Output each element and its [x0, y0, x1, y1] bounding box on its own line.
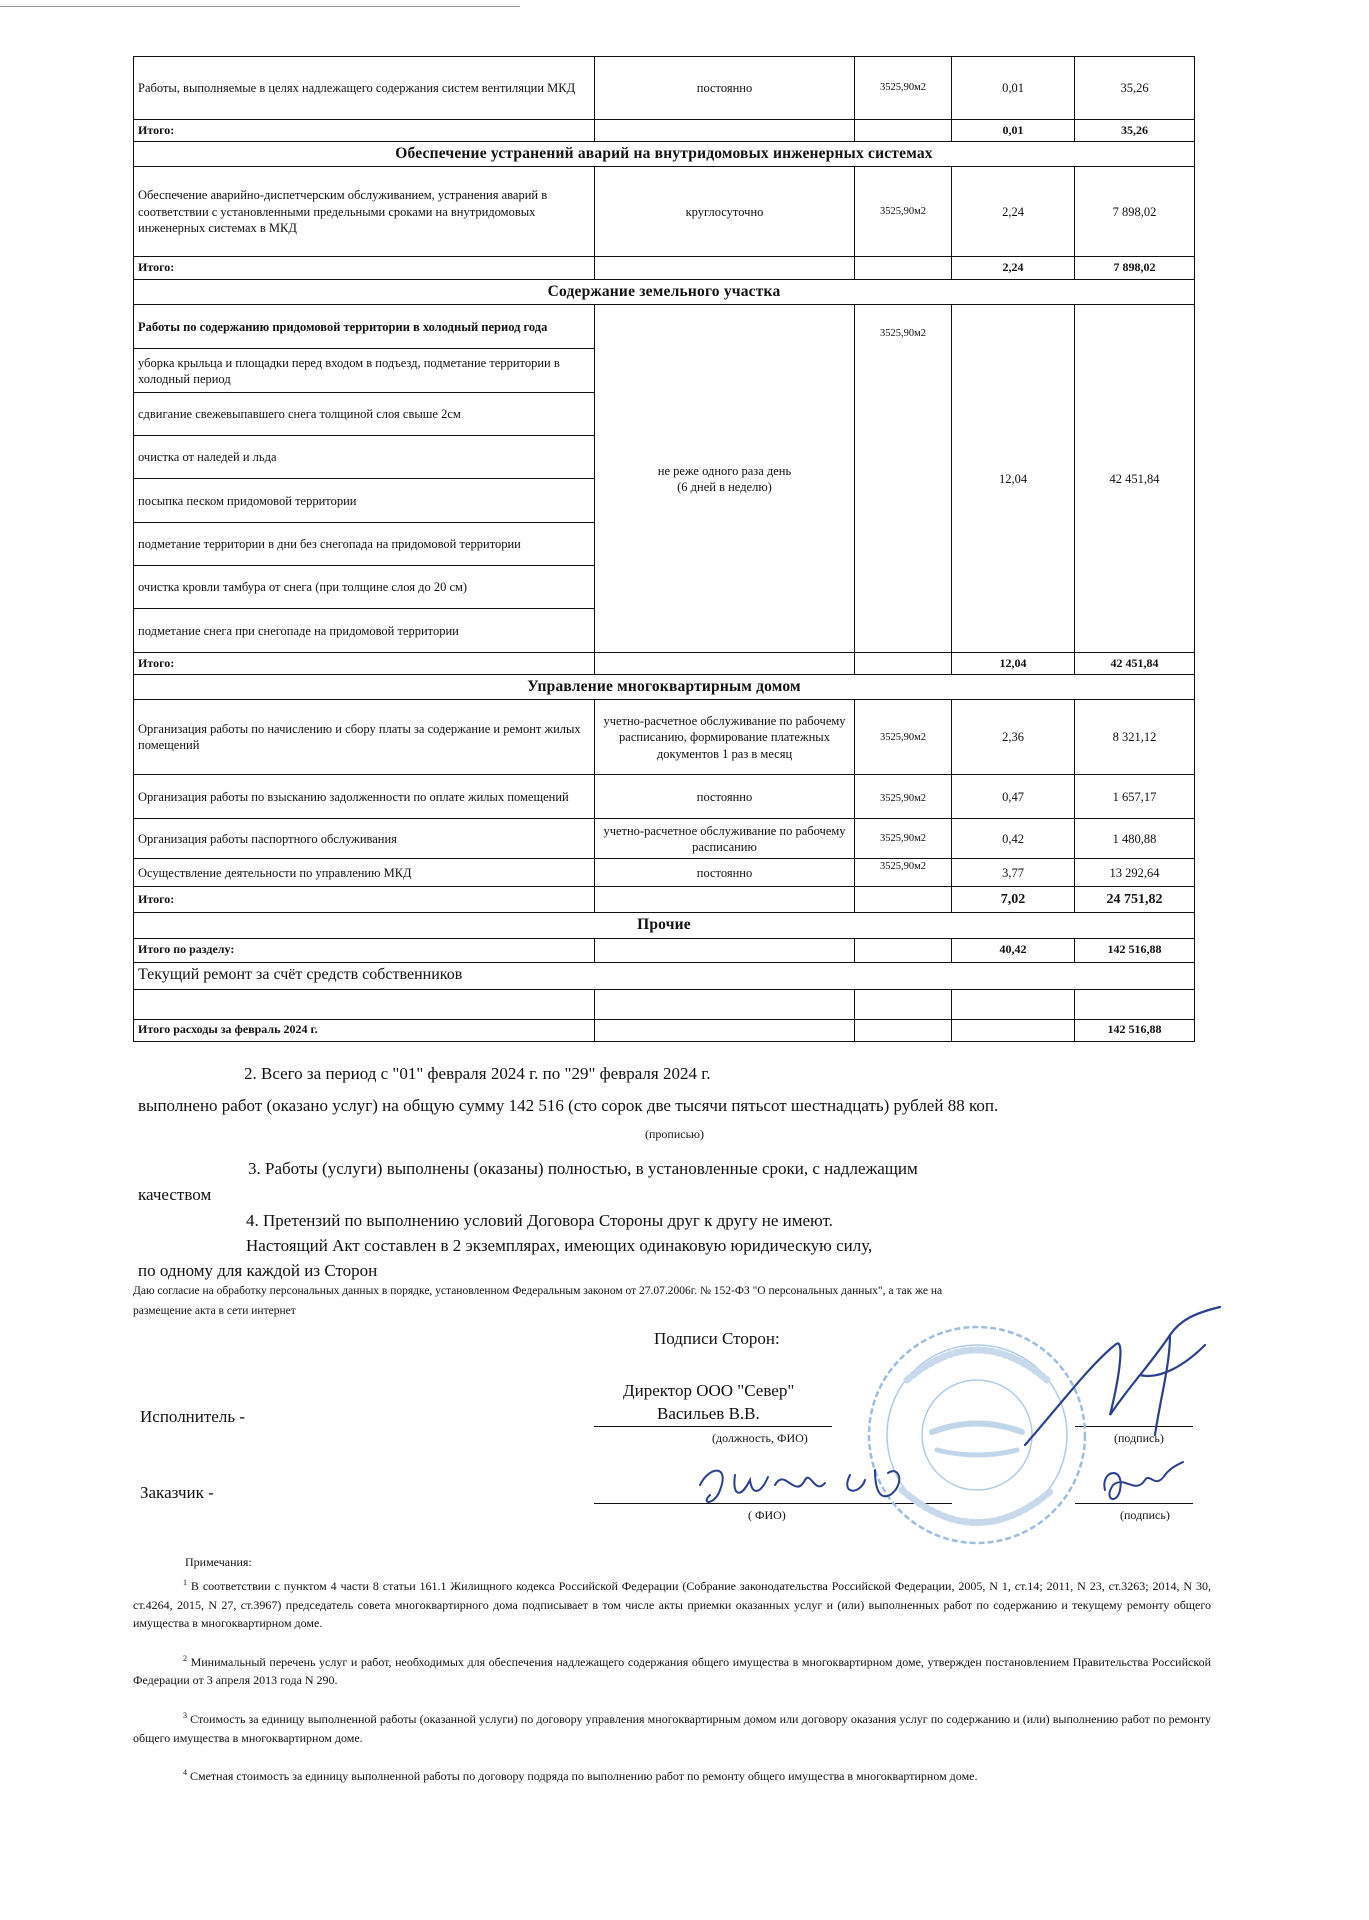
- service-rate: 2,24: [952, 167, 1075, 257]
- service-rate: 0,01: [952, 57, 1075, 120]
- position-caption: (должность, ФИО): [712, 1431, 808, 1445]
- executor-label: Исполнитель -: [140, 1407, 245, 1426]
- paragraph-3-line-1: 3. Работы (услуги) выполнены (оказаны) полностью, в установленные сроки, с надлежащим: [248, 1159, 918, 1178]
- land-item: посыпка песком придомовой территории: [134, 479, 595, 523]
- service-rate: 3,77: [952, 859, 1075, 887]
- consent-line-1: Даю согласие на обработку персональных данных в порядке, установленном Федеральным законом от 27.07.2006г. № 152-ФЗ "О персональных данных", а так же на: [133, 1285, 943, 1297]
- total-label: Итого:: [134, 120, 595, 142]
- paragraph-5-line-1: Настоящий Акт составлен в 2 экземплярах, имеющих одинаковую юридическую силу,: [246, 1236, 873, 1255]
- service-sum: 1 657,17: [1075, 775, 1195, 819]
- table-row: [134, 305, 1195, 349]
- total-row: [134, 120, 1195, 142]
- table-row: [134, 700, 1195, 775]
- service-area: 3525,90м2: [855, 700, 952, 775]
- service-rate: 0,42: [952, 819, 1075, 859]
- section-total-sum: 142 516,88: [1075, 938, 1195, 962]
- total-sum: 35,26: [1075, 120, 1195, 142]
- repair-label: Текущий ремонт за счёт средств собственников: [134, 962, 1195, 989]
- table-row: [134, 859, 1195, 887]
- land-item: очистка кровли тамбура от снега (при толщине слоя до 20 см): [134, 566, 595, 609]
- service-period: круглосуточно: [595, 167, 855, 257]
- signature-caption: (подпись): [1114, 1431, 1164, 1445]
- service-name: Организация работы паспортного обслуживания: [134, 819, 595, 859]
- executor-position: Директор ООО "Север": [623, 1381, 795, 1400]
- propisyu-caption: (прописью): [645, 1127, 705, 1141]
- notes: [133, 1577, 1211, 1806]
- customer-signature-icon: [1095, 1460, 1185, 1508]
- land-period: не реже одного раза день (6 дней в неделю): [595, 305, 855, 653]
- total-rate: 12,04: [952, 653, 1075, 675]
- total-sum: 24 751,82: [1075, 887, 1195, 913]
- total-rate: 2,24: [952, 257, 1075, 280]
- grand-total-row: [134, 1019, 1195, 1041]
- paragraph-5-line-2: по одному для каждой из Сторон: [138, 1261, 378, 1280]
- signatures-title: Подписи Сторон:: [654, 1329, 780, 1348]
- service-period: учетно-расчетное обслуживание по рабочему расписанию, формирование платежных документов 1 раз в месяц: [595, 700, 855, 775]
- service-area: 3525,90м2: [855, 819, 952, 859]
- section-title: Прочие: [134, 913, 1195, 938]
- service-period: постоянно: [595, 775, 855, 819]
- executor-position-line: [594, 1426, 832, 1427]
- section-total-rate: 40,42: [952, 938, 1075, 962]
- section-header: [134, 142, 1195, 167]
- section-total-label: Итого по разделу:: [134, 938, 595, 962]
- customer-label: Заказчик -: [140, 1483, 214, 1502]
- service-area: 3525,90м2: [855, 57, 952, 120]
- service-sum: 13 292,64: [1075, 859, 1195, 887]
- service-period: учетно-расчетное обслуживание по рабочему расписанию: [595, 819, 855, 859]
- note-4: $^4$ Сметная стоимость за единицу выполненной работы по договору подряда по выполнению работ по ремонту общего имущества в многоквартирном доме.: [183, 1768, 978, 1784]
- service-rate: 2,36: [952, 700, 1075, 775]
- service-name: Обеспечение аварийно-диспетчерским обслуживанием, устранения аварий в соответствии с установленными предельными сроками на внутридомовых инженерных системах в МКД: [134, 167, 595, 257]
- service-name: Работы, выполняемые в целях надлежащего содержания систем вентиляции МКД: [134, 57, 595, 120]
- table-row: [134, 167, 1195, 257]
- land-rate: 12,04: [952, 305, 1075, 653]
- total-sum: 7 898,02: [1075, 257, 1195, 280]
- service-sum: 1 480,88: [1075, 819, 1195, 859]
- executor-signature-icon: [1020, 1305, 1230, 1455]
- grand-total-label: Итого расходы за февраль 2024 г.: [134, 1019, 595, 1041]
- note-2: $^2$ Минимальный перечень услуг и работ, необходимых для обеспечения надлежащего содержания общего имущества в многоквартирном доме, утвержден постановлением Правительства Российской Федерации от 3 апреля 2013 года N 290.: [133, 1653, 1211, 1688]
- service-name: Организация работы по взысканию задолженности по оплате жилых помещений: [134, 775, 595, 819]
- grand-total-sum: 142 516,88: [1075, 1019, 1195, 1041]
- service-area: 3525,90м2: [855, 167, 952, 257]
- note-3: $^3$ Стоимость за единицу выполненной работы (оказанной услуги) по договору управления многоквартирным домом или договору оказания услуг по содержанию и (или) выполнению работ по ремонту общего имущества в многоквартирном доме.: [133, 1710, 1211, 1745]
- section-title: Обеспечение устранений аварий на внутридомовых инженерных системах: [134, 142, 1195, 167]
- top-rule: [0, 6, 520, 7]
- land-item: очистка от наледей и льда: [134, 436, 595, 479]
- service-sum: 35,26: [1075, 57, 1195, 120]
- table-row: [134, 989, 1195, 1019]
- table-row: [134, 775, 1195, 819]
- paragraph-2-line-2: выполнено работ (оказано услуг) на общую сумму 142 516 (сто сорок две тысячи пятьсот шестнадцать) рублей 88 коп.: [138, 1096, 999, 1115]
- table-row: [134, 962, 1195, 989]
- total-row: [134, 257, 1195, 280]
- service-name: Организация работы по начислению и сбору платы за содержание и ремонт жилых помещений: [134, 700, 595, 775]
- executor-name: Васильев В.В.: [657, 1404, 760, 1423]
- note-1: $^1$ В соответствии с пунктом 4 части 8 статьи 161.1 Жилищного кодекса Российской Федерации (Собрание законодательства Российской Федерации, 2005, N 1, ст.14; 2011, N 23, ст.3263; 2014, N 30, ст.4264, 2015, N 27, ст.3967) председатель совета многоквартирного дома подписывает в том числе акты приемки оказанных услуг и (или) выполненных работ по содержанию и текущему ремонту общего имущества в многоквартирном доме.: [133, 1578, 1212, 1631]
- total-row: [134, 653, 1195, 675]
- total-row: [134, 887, 1195, 913]
- services-table: [133, 56, 1195, 1042]
- service-period: постоянно: [595, 57, 855, 120]
- service-rate: 0,47: [952, 775, 1075, 819]
- section-header: [134, 280, 1195, 305]
- total-sum: 42 451,84: [1075, 653, 1195, 675]
- fio-caption: ( ФИО): [748, 1508, 786, 1522]
- land-sum: 42 451,84: [1075, 305, 1195, 653]
- total-label: Итого:: [134, 257, 595, 280]
- table-row: [134, 57, 1195, 120]
- paragraph-4: 4. Претензий по выполнению условий Договора Стороны друг к другу не имеют.: [246, 1211, 833, 1230]
- land-item: уборка крыльца и площадки перед входом в подъезд, подметание территории в холодный период: [134, 349, 595, 393]
- signature-caption-2: (подпись): [1120, 1508, 1170, 1522]
- total-label: Итого:: [134, 887, 595, 913]
- total-row: [134, 938, 1195, 962]
- service-sum: 8 321,12: [1075, 700, 1195, 775]
- service-name: Осуществление деятельности по управлению МКД: [134, 859, 595, 887]
- service-period: постоянно: [595, 859, 855, 887]
- notes-title: Примечания:: [185, 1555, 252, 1569]
- paragraph-2-line-1: 2. Всего за период с "01" февраля 2024 г. по "29" февраля 2024 г.: [244, 1064, 711, 1083]
- section-title: Содержание земельного участка: [134, 280, 1195, 305]
- section-title: Управление многоквартирным домом: [134, 675, 1195, 700]
- customer-handwritten-name-icon: [690, 1455, 930, 1515]
- service-sum: 7 898,02: [1075, 167, 1195, 257]
- land-area: 3525,90м2: [855, 305, 952, 653]
- consent-line-2: размещение акта в сети интернет: [133, 1305, 296, 1317]
- total-label: Итого:: [134, 653, 595, 675]
- service-area: 3525,90м2: [855, 775, 952, 819]
- land-item: подметание снега при снегопаде на придомовой территории: [134, 609, 595, 653]
- land-item: сдвигание свежевыпавшего снега толщиной слоя свыше 2см: [134, 393, 595, 436]
- service-area: 3525,90м2: [855, 859, 952, 887]
- paragraph-3-line-2: качеством: [138, 1185, 212, 1204]
- section-header: [134, 913, 1195, 938]
- table-row: [134, 819, 1195, 859]
- land-item: подметание территории в дни без снегопада на придомовой территории: [134, 523, 595, 566]
- total-rate: 7,02: [952, 887, 1075, 913]
- total-rate: 0,01: [952, 120, 1075, 142]
- section-header: [134, 675, 1195, 700]
- land-header: Работы по содержанию придомовой территории в холодный период года: [134, 305, 595, 349]
